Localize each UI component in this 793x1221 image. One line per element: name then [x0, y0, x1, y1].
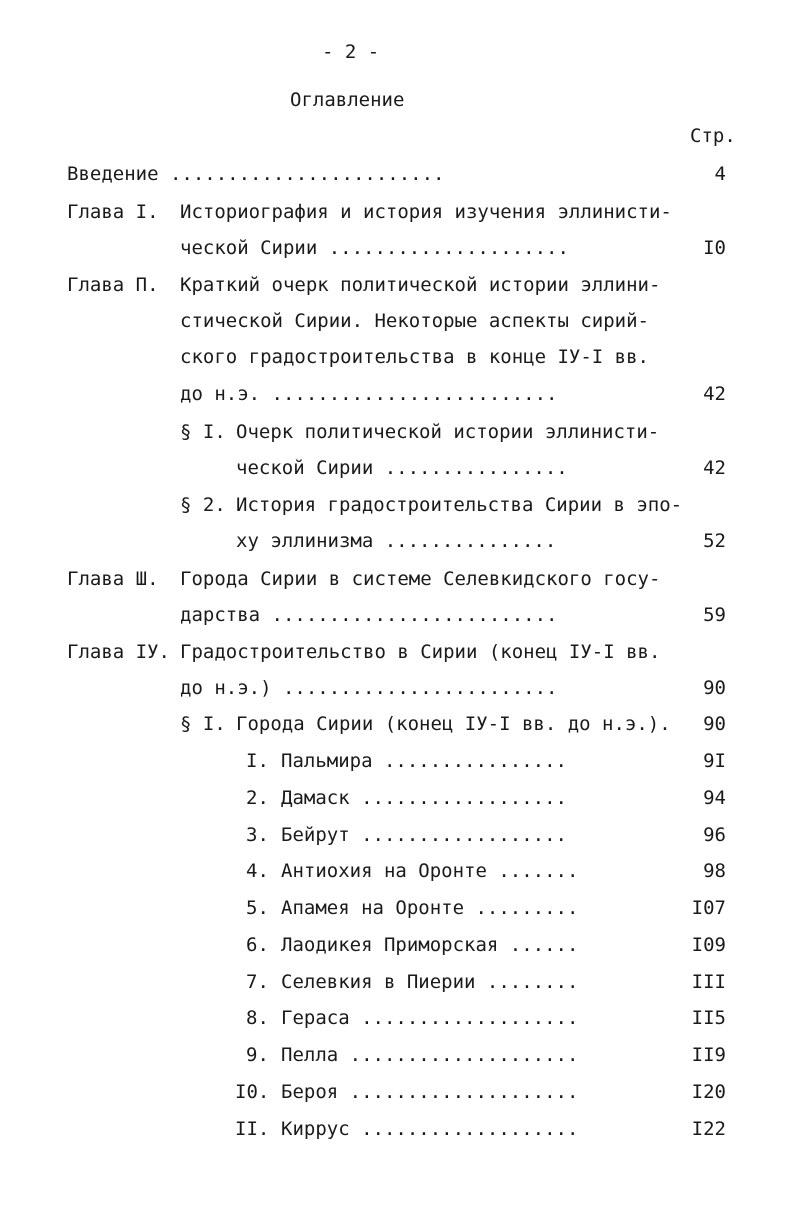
toc-entry-label: § I.: [180, 421, 226, 443]
toc-item-text: Гераса ...................: [281, 1007, 579, 1029]
toc-entry-page: 90: [703, 713, 726, 735]
toc-item-page: I07: [691, 897, 726, 919]
toc-item-text: Селевкия в Пиерии ........: [281, 971, 579, 993]
toc-entry-label: § 2.: [180, 494, 226, 516]
toc-entry-text: стической Сирии. Некоторые аспекты сирий-: [180, 310, 649, 332]
toc-item-text: Пелла ....................: [281, 1044, 579, 1066]
toc-entry-page: 4: [714, 163, 726, 185]
toc-item-text: Апамея на Оронте .........: [281, 897, 579, 919]
toc-entry-text: Историография и история изучения эллинисти-: [180, 201, 672, 223]
toc-entry-page: 52: [703, 530, 726, 552]
toc-entry-text: ческой Сирии ................: [236, 457, 568, 479]
toc-item-page: II9: [691, 1044, 726, 1066]
toc-item-page: I09: [691, 934, 726, 956]
toc-item-page: 9I: [703, 750, 726, 772]
toc-entry-text: Города Сирии (конец IУ-I вв. до н.э.).: [236, 713, 671, 735]
toc-item-page: 94: [703, 787, 726, 809]
toc-item-page: 96: [703, 824, 726, 846]
toc-item-page: I20: [691, 1081, 726, 1103]
toc-entry-label: Глава П.: [67, 274, 159, 296]
toc-item-page: 98: [703, 860, 726, 882]
toc-entry-page: 90: [703, 677, 726, 699]
toc-entry-text: Города Сирии в системе Селевкидского госу-: [180, 568, 661, 590]
toc-item-text: Бейрут ..................: [281, 824, 567, 846]
toc-entry-page: I0: [703, 237, 726, 259]
toc-entry-text: История градостроительства Сирии в эпо-: [236, 494, 683, 516]
toc-entry-text: до н.э. .........................: [180, 383, 558, 405]
toc-entry-label: Глава I.: [67, 201, 159, 223]
toc-heading: Оглавление: [290, 89, 405, 111]
toc-item-text: Антиохия на Оронте .......: [281, 860, 579, 882]
toc-entry-text: Введение ........................: [67, 163, 445, 185]
toc-entry-text: дарства .........................: [180, 604, 558, 626]
toc-entry-label: § I.: [180, 713, 226, 735]
toc-item-number: 6.: [246, 934, 269, 956]
toc-entry-text: ского градостроительства в конце IУ-I вв.: [180, 346, 649, 368]
toc-entry-text: до н.э.) ........................: [180, 677, 558, 699]
toc-item-page: III: [691, 971, 726, 993]
page-number: - 2 -: [322, 41, 380, 63]
toc-item-number: II.: [235, 1118, 270, 1140]
toc-item-text: Киррус ...................: [281, 1118, 579, 1140]
toc-entry-page: 42: [703, 457, 726, 479]
toc-entry-label: Глава IУ.: [67, 641, 170, 663]
toc-item-page: I22: [691, 1118, 726, 1140]
toc-entry-text: Очерк политической истории эллинисти-: [236, 421, 660, 443]
toc-item-number: 7.: [246, 971, 269, 993]
toc-item-number: I0.: [235, 1081, 270, 1103]
toc-item-text: Дамаск ..................: [281, 787, 567, 809]
toc-item-number: 8.: [246, 1007, 269, 1029]
toc-item-number: 5.: [246, 897, 269, 919]
toc-item-text: Берoя ....................: [281, 1081, 579, 1103]
toc-item-number: 4.: [246, 860, 269, 882]
toc-entry-text: ческой Сирии .....................: [180, 237, 569, 259]
page-column-label: Стр.: [690, 125, 736, 147]
toc-item-page: II5: [691, 1007, 726, 1029]
toc-item-number: 9.: [246, 1044, 269, 1066]
toc-entry-text: ху эллинизма ...............: [236, 530, 557, 552]
toc-item-text: Лаодикея Приморская ......: [281, 934, 579, 956]
toc-entry-label: Глава Ш.: [67, 568, 159, 590]
toc-item-number: 3.: [246, 824, 269, 846]
toc-item-number: I.: [246, 750, 269, 772]
toc-entry-text: Градостроительство в Сирии (конец IУ-I вв.: [180, 641, 661, 663]
toc-item-text: Пальмира ................: [281, 750, 567, 772]
toc-item-number: 2.: [246, 787, 269, 809]
toc-entry-text: Краткий очерк политической истории эллини-: [180, 274, 661, 296]
toc-entry-page: 42: [703, 383, 726, 405]
toc-entry-page: 59: [703, 604, 726, 626]
